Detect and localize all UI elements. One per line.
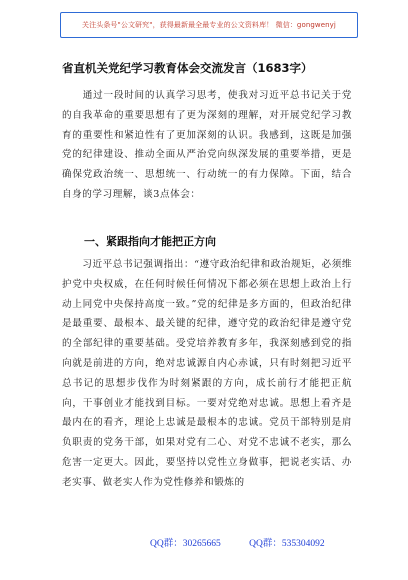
intro-paragraph-block: [62, 86, 352, 205]
document-title: 省直机关党纪学习教育体会交流发言（1683字）: [62, 61, 313, 75]
section-heading: 一、紧跟指向才能把正方向: [84, 235, 216, 248]
promo-banner: [60, 12, 358, 38]
footer-contacts: [150, 535, 350, 549]
footer-qq-group-1: QQ群：30265665: [150, 539, 221, 549]
section-body-block: [62, 255, 352, 493]
section-body-paragraph: 习近平总书记强调指出：“遵守政治纪律和政治规矩，必须维护党中央权威，在任何时候任何情况下都必须在思想上政治上行动上同党中央保持高度一致。”党的纪律是多方面的，但政治纪律是最重要、最根本、最关键的纪律，遵守党的政治纪律是遵守党的全部纪律的重要基础。受党培养教育多年，我深刻感到党的指向就是前进的方向，绝对忠诚源自内心赤诚，只有时刻把习近平总书记的思想步伐作为时刻紧跟的方向，成长前行才能把正航向，干事创业才能找到目标。一要对党绝对忠诚。思想上看齐是最内在的看齐，理论上忠诚是最根本的忠诚。党员干部特别是肩负职责的党务干部，如果对党有二心、对党不忠诚不老实，那么危害一定更大。因此，要坚持以党性立身做事，把说老实话、办老实事、做老实人作为党性修养和锻炼的: [62, 259, 352, 488]
intro-paragraph: 通过一段时间的认真学习思考，使我对习近平总书记关于党的自我革命的重要思想有了更为深刻的理解，对开展党纪学习教育的重要性和紧迫性有了更加深刻的认识。我感到，这既是加强党的纪律建设、推动全面从严治党向纵深发展的重要举措，更是确保党政治统一、思想统一、行动统一的有力保障。下面，结合自身的学习理解，谈3点体会：: [62, 90, 352, 200]
promo-banner-text: 关注头条号"公文研究"，获得最新最全最专业的公文资料库！ 微信：gongwenyj: [82, 21, 336, 29]
footer-qq-group-2: QQ群：535304092: [249, 539, 325, 549]
